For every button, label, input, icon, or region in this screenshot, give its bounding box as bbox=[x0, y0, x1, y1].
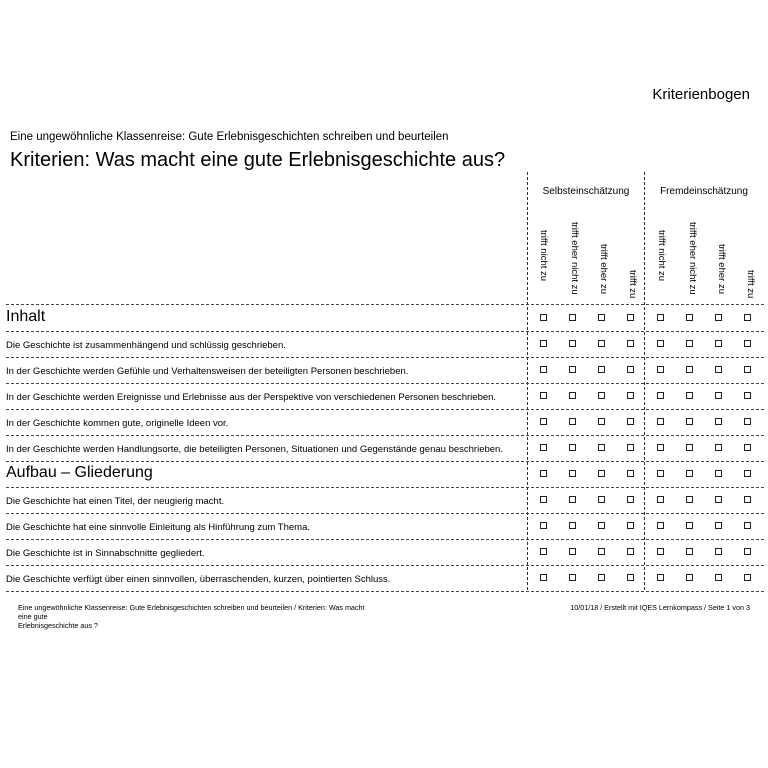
peer-checkbox-2[interactable] bbox=[686, 548, 693, 555]
peer-checkbox-2[interactable] bbox=[686, 418, 693, 425]
peer-checkbox-2[interactable] bbox=[686, 314, 693, 321]
criterion-row bbox=[6, 435, 764, 462]
peer-checkbox-2[interactable] bbox=[686, 392, 693, 399]
peer-checkbox-2[interactable] bbox=[686, 444, 693, 451]
column-header-self-2: trifft eher nicht zu bbox=[569, 222, 580, 295]
criterion-row bbox=[6, 383, 764, 410]
peer-checkbox-1[interactable] bbox=[657, 444, 664, 451]
section-heading: Aufbau – Gliederung bbox=[6, 464, 153, 481]
peer-checkbox-1[interactable] bbox=[657, 314, 664, 321]
self-checkbox-3[interactable] bbox=[598, 314, 605, 321]
peer-assessment-header: Fremdeinschätzung bbox=[660, 186, 748, 197]
peer-checkbox-3[interactable] bbox=[715, 418, 722, 425]
peer-checkbox-4[interactable] bbox=[744, 522, 751, 529]
column-header-self-1: trifft nicht zu bbox=[538, 230, 549, 282]
section-row bbox=[6, 305, 764, 332]
footer-left-line2: Erlebnisgeschichte aus ? bbox=[18, 621, 98, 630]
peer-checkbox-4[interactable] bbox=[744, 314, 751, 321]
page-subtitle: Eine ungewöhnliche Klassenreise: Gute Erlebnisgeschichten schreiben und beurteilen bbox=[10, 131, 449, 143]
peer-checkbox-3[interactable] bbox=[715, 314, 722, 321]
peer-checkbox-2[interactable] bbox=[686, 574, 693, 581]
criterion-label: In der Geschichte kommen gute, originelle Ideen vor. bbox=[6, 418, 229, 429]
self-checkbox-4[interactable] bbox=[627, 522, 634, 529]
self-checkbox-3[interactable] bbox=[598, 366, 605, 373]
section-heading: Inhalt bbox=[6, 308, 46, 325]
peer-checkbox-1[interactable] bbox=[657, 548, 664, 555]
self-checkbox-4[interactable] bbox=[627, 470, 634, 477]
document-label: Kriterienbogen bbox=[652, 86, 750, 103]
self-checkbox-3[interactable] bbox=[598, 340, 605, 347]
self-checkbox-2[interactable] bbox=[569, 392, 576, 399]
self-checkbox-4[interactable] bbox=[627, 392, 634, 399]
peer-checkbox-2[interactable] bbox=[686, 366, 693, 373]
self-checkbox-3[interactable] bbox=[598, 470, 605, 477]
self-checkbox-4[interactable] bbox=[627, 496, 634, 503]
peer-checkbox-4[interactable] bbox=[744, 496, 751, 503]
self-checkbox-1[interactable] bbox=[540, 366, 547, 373]
peer-checkbox-2[interactable] bbox=[686, 522, 693, 529]
criterion-label: Die Geschichte ist in Sinnabschnitte gegliedert. bbox=[6, 548, 205, 559]
self-checkbox-2[interactable] bbox=[569, 340, 576, 347]
footer-left bbox=[18, 603, 378, 630]
footer-left-line1: Eine ungewöhnliche Klassenreise: Gute Erlebnisgeschichten schreiben und beurteilen / Kriterien: Was macht eine gute bbox=[18, 603, 365, 621]
self-checkbox-3[interactable] bbox=[598, 418, 605, 425]
self-checkbox-2[interactable] bbox=[569, 470, 576, 477]
peer-checkbox-1[interactable] bbox=[657, 340, 664, 347]
peer-checkbox-3[interactable] bbox=[715, 522, 722, 529]
peer-checkbox-1[interactable] bbox=[657, 392, 664, 399]
self-checkbox-3[interactable] bbox=[598, 574, 605, 581]
peer-checkbox-1[interactable] bbox=[657, 366, 664, 373]
column-header-self-4: trifft zu bbox=[627, 270, 638, 299]
peer-checkbox-3[interactable] bbox=[715, 470, 722, 477]
criterion-label: Die Geschichte verfügt über einen sinnvollen, überraschenden, kurzen, pointierten Schluss. bbox=[6, 574, 391, 585]
peer-checkbox-4[interactable] bbox=[744, 574, 751, 581]
criterion-row bbox=[6, 487, 764, 514]
section-row bbox=[6, 461, 764, 488]
criterion-label: Die Geschichte hat eine sinnvolle Einleitung als Hinführung zum Thema. bbox=[6, 522, 310, 533]
peer-checkbox-4[interactable] bbox=[744, 392, 751, 399]
peer-checkbox-1[interactable] bbox=[657, 418, 664, 425]
footer-right: 10/01/18 / Erstellt mit IQES Lernkompass / Seite 1 von 3 bbox=[570, 603, 750, 612]
self-checkbox-2[interactable] bbox=[569, 444, 576, 451]
self-checkbox-2[interactable] bbox=[569, 366, 576, 373]
self-checkbox-3[interactable] bbox=[598, 392, 605, 399]
peer-checkbox-3[interactable] bbox=[715, 392, 722, 399]
self-checkbox-1[interactable] bbox=[540, 314, 547, 321]
self-checkbox-1[interactable] bbox=[540, 522, 547, 529]
peer-checkbox-1[interactable] bbox=[657, 496, 664, 503]
self-checkbox-4[interactable] bbox=[627, 418, 634, 425]
self-checkbox-1[interactable] bbox=[540, 340, 547, 347]
self-checkbox-4[interactable] bbox=[627, 366, 634, 373]
criterion-row bbox=[6, 409, 764, 436]
self-checkbox-1[interactable] bbox=[540, 418, 547, 425]
criterion-label: In der Geschichte werden Gefühle und Verhaltensweisen der beteiligten Personen beschrieben. bbox=[6, 366, 409, 377]
self-assessment-header: Selbsteinschätzung bbox=[542, 186, 630, 197]
self-checkbox-1[interactable] bbox=[540, 548, 547, 555]
peer-checkbox-3[interactable] bbox=[715, 548, 722, 555]
self-checkbox-4[interactable] bbox=[627, 548, 634, 555]
self-checkbox-1[interactable] bbox=[540, 574, 547, 581]
self-checkbox-3[interactable] bbox=[598, 548, 605, 555]
self-checkbox-2[interactable] bbox=[569, 574, 576, 581]
self-checkbox-3[interactable] bbox=[598, 522, 605, 529]
self-checkbox-1[interactable] bbox=[540, 496, 547, 503]
peer-checkbox-2[interactable] bbox=[686, 496, 693, 503]
criterion-row bbox=[6, 331, 764, 358]
self-checkbox-2[interactable] bbox=[569, 496, 576, 503]
page-title: Kriterien: Was macht eine gute Erlebnisgeschichte aus? bbox=[10, 149, 506, 171]
criterion-row bbox=[6, 565, 764, 592]
peer-checkbox-3[interactable] bbox=[715, 366, 722, 373]
self-checkbox-2[interactable] bbox=[569, 548, 576, 555]
peer-checkbox-1[interactable] bbox=[657, 574, 664, 581]
criterion-label: Die Geschichte hat einen Titel, der neugierig macht. bbox=[6, 496, 225, 507]
column-header-peer-1: trifft nicht zu bbox=[656, 230, 667, 282]
peer-checkbox-2[interactable] bbox=[686, 340, 693, 347]
peer-checkbox-3[interactable] bbox=[715, 444, 722, 451]
peer-checkbox-1[interactable] bbox=[657, 522, 664, 529]
self-checkbox-4[interactable] bbox=[627, 314, 634, 321]
criterion-row bbox=[6, 357, 764, 384]
column-header-self-3: trifft eher zu bbox=[598, 244, 609, 294]
self-checkbox-3[interactable] bbox=[598, 444, 605, 451]
peer-checkbox-4[interactable] bbox=[744, 340, 751, 347]
peer-checkbox-4[interactable] bbox=[744, 548, 751, 555]
self-checkbox-4[interactable] bbox=[627, 340, 634, 347]
self-checkbox-3[interactable] bbox=[598, 496, 605, 503]
self-checkbox-1[interactable] bbox=[540, 392, 547, 399]
peer-checkbox-3[interactable] bbox=[715, 340, 722, 347]
peer-checkbox-1[interactable] bbox=[657, 470, 664, 477]
peer-checkbox-4[interactable] bbox=[744, 470, 751, 477]
peer-checkbox-4[interactable] bbox=[744, 366, 751, 373]
peer-checkbox-2[interactable] bbox=[686, 470, 693, 477]
column-header-peer-2: trifft eher nicht zu bbox=[687, 222, 698, 295]
column-header-peer-3: trifft eher zu bbox=[716, 244, 727, 294]
column-header-peer-4: trifft zu bbox=[745, 270, 756, 299]
peer-checkbox-4[interactable] bbox=[744, 444, 751, 451]
peer-checkbox-3[interactable] bbox=[715, 496, 722, 503]
self-checkbox-1[interactable] bbox=[540, 444, 547, 451]
self-checkbox-2[interactable] bbox=[569, 418, 576, 425]
criterion-label: In der Geschichte werden Ereignisse und Erlebnisse aus der Perspektive von verschiedenen Personen beschrieben. bbox=[6, 392, 497, 403]
criterion-label: Die Geschichte ist zusammenhängend und schlüssig geschrieben. bbox=[6, 340, 286, 351]
criterion-row bbox=[6, 539, 764, 566]
self-checkbox-2[interactable] bbox=[569, 522, 576, 529]
criterion-label: In der Geschichte werden Handlungsorte, die beteiligten Personen, Situationen und Gegenstände genau beschrieben. bbox=[6, 444, 503, 455]
criterion-row bbox=[6, 513, 764, 540]
self-checkbox-1[interactable] bbox=[540, 470, 547, 477]
peer-checkbox-4[interactable] bbox=[744, 418, 751, 425]
peer-checkbox-3[interactable] bbox=[715, 574, 722, 581]
self-checkbox-2[interactable] bbox=[569, 314, 576, 321]
self-checkbox-4[interactable] bbox=[627, 444, 634, 451]
self-checkbox-4[interactable] bbox=[627, 574, 634, 581]
